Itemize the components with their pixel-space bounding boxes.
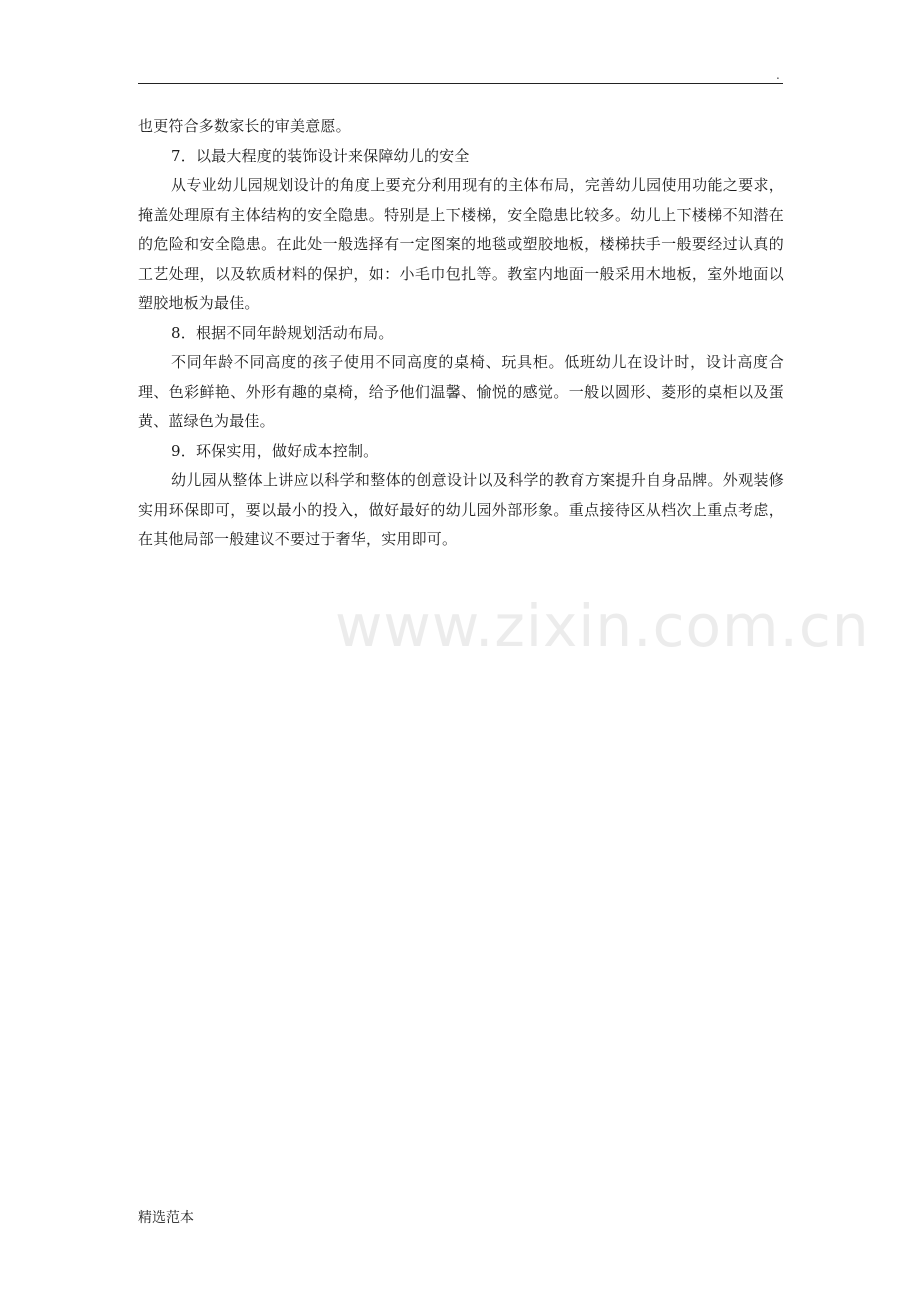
watermark: www.zixin.com.cn [335, 592, 870, 660]
paragraph-safety: 从专业幼儿园规划设计的角度上要充分利用现有的主体布局，完善幼儿园使用功能之要求，掩盖处理原有主体结构的安全隐患。特别是上下楼梯，安全隐患比较多。幼儿上下楼梯不知潜在的危险和安全隐患。在此处一般选择有一定图案的地毯或塑胶地板，楼梯扶手一般要经过认真的工艺处理，以及软质材料的保护，如：小毛巾包扎等。教室内地面一般采用木地板，室外地面以塑胶地板为最佳。 [138, 176, 784, 312]
footer-label: 精选范本 [138, 1210, 194, 1226]
paragraph-cost-control: 幼儿园从整体上讲应以科学和整体的创意设计以及科学的教育方案提升自身品牌。外观装修实用环保即可，要以最小的投入，做好最好的幼儿园外部形象。重点接待区从档次上重点考虑，在其他局部一般建议不要过于奢华，实用即可。 [138, 471, 784, 548]
paragraph-age-layout: 不同年龄不同高度的孩子使用不同高度的桌椅、玩具柜。低班幼儿在设计时，设计高度合理、色彩鲜艳、外形有趣的桌椅，给予他们温馨、愉悦的感觉。一般以圆形、菱形的桌柜以及蛋黄、蓝绿色为最佳。 [138, 353, 784, 430]
section-heading-7: 7．以最大程度的装饰设计来保障幼儿的安全 [171, 146, 470, 165]
section-heading-9: 9．环保实用，做好成本控制。 [171, 441, 379, 460]
paragraph-continuation: 也更符合多数家长的审美意愿。 [138, 117, 351, 135]
header-mark: . [776, 68, 780, 82]
header-rule [138, 83, 783, 84]
section-heading-8: 8．根据不同年龄规划活动布局。 [171, 323, 394, 342]
document-body [138, 112, 784, 555]
